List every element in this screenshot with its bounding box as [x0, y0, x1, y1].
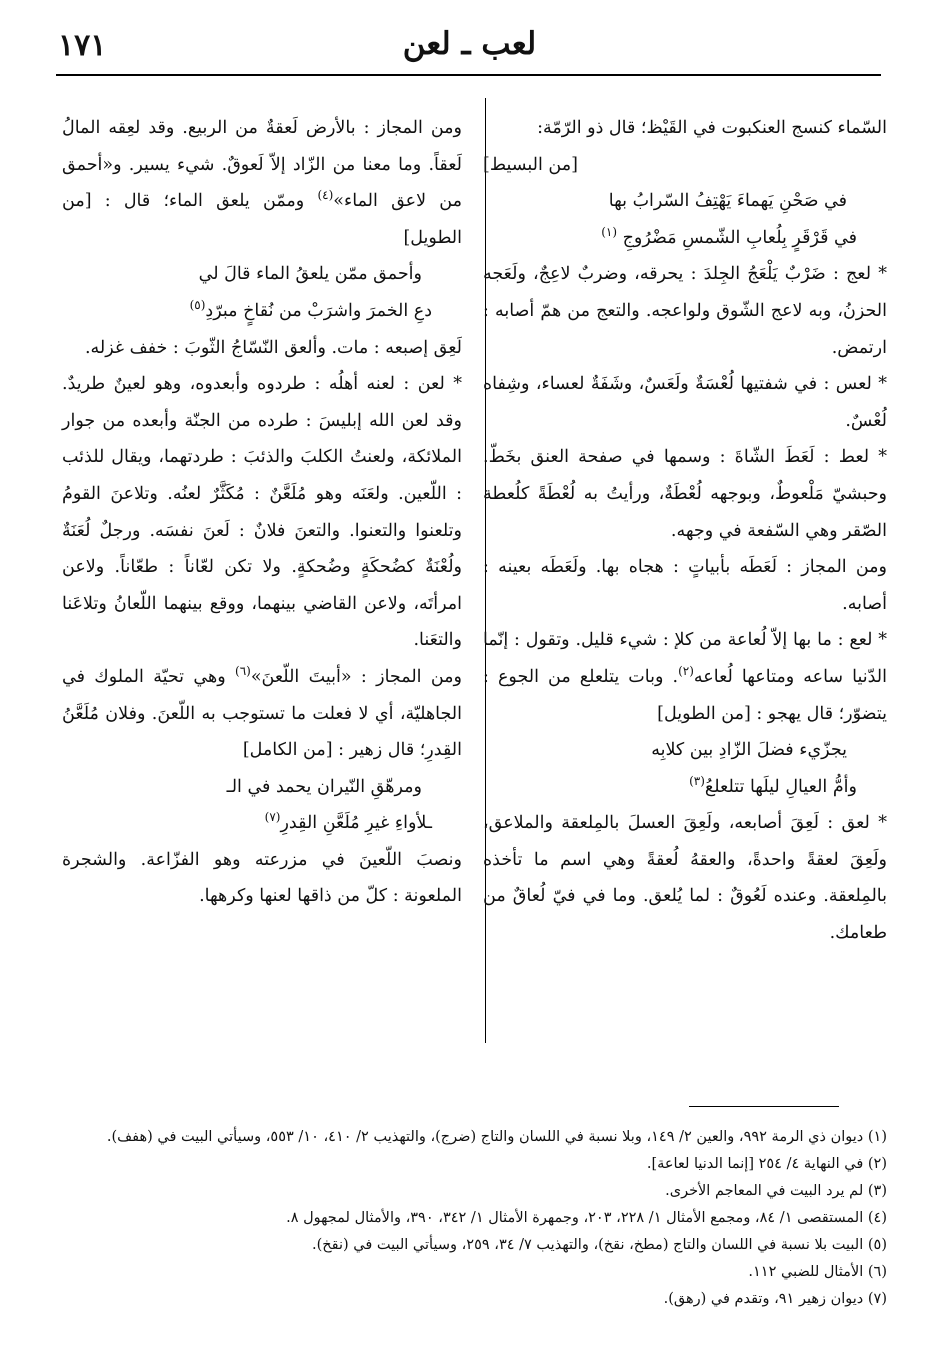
footnote [47, 1232, 887, 1259]
footnote-text: الأمثال للضبي ١١٢. [748, 1264, 864, 1280]
header-rule [56, 74, 881, 76]
footnote-marker: (٤) [317, 188, 334, 203]
footnote-marker: (٣) [689, 773, 705, 788]
verse-text: وأمُّ العيالِ ليلَها تتلعلعُ [704, 776, 857, 797]
paragraph-text: . وبات يتلعلع من الجوع : يتضوّر؛ قال يهجو : [من الطويل] [483, 666, 887, 724]
verse-line: في صَحْنِ يَهماءَ يَهْتِفُ السّرابُ بها [608, 191, 847, 212]
paragraph-text: * لعع : ما بها إلاّ لُعاعة من كلإ : شيء قليل. وتقول : إنّما الدّنيا ساعه ومتاعها لُعاعه [483, 630, 887, 687]
entry-paragraph: * لعن : لعنه أهلُه : طردوه وأبعدوه، وهو لعينٌ طريدٌ. وقد لعن الله إبليسَ : طرده من الجنّة وأبعده من جوار الملائكة، ولعنتُ الكلبَ والذئبَ : طردتهما، ويقال للذئب : اللّعين. ولعَنَه وهو مُلَعَّنٌ : مُكَثَّرٌ لعنُه. وتلاعنَ القومُ وتلعنوا والتعنوا. والتعنَ فلانٌ : لَعنَ نفسَه. ورجلٌ لُعَنَةٌ ولُعْنَةٌ كضُحكَةٍ وضُحكةٍ. ولا تكن لعّاناً : طعّاناً. ولاعن امرأتَه، ولاعن القاضي بينهما، ووقع بينهما اللّعانُ وتلاعَنا والتعَنا. [62, 374, 462, 651]
verse-line: يجزّيء فضلَ الزّادِ بين كلابِه [651, 740, 847, 761]
verse-text: ـلأواءِ غيرِ مُلَعَّنِ القِدرِ [280, 813, 432, 834]
verse-line: وأحمق ممّن يلعقُ الماء قالَ لي [198, 264, 422, 285]
right-column [483, 110, 887, 952]
footnote-rule [689, 1106, 839, 1107]
footnote-marker: (٢) [678, 664, 694, 679]
verse-text: دعِ الخمرَ واشرَبْ من نُقاخٍ مبرّدِ [205, 300, 432, 321]
footnote-number: (٧) [867, 1291, 887, 1307]
verse-text: في قَرْقَرٍ بِلُعابِ الشّمسِ مَضْرُوجِ [622, 227, 857, 248]
paragraph-text: ومن المجاز : «أبيتَ اللّعنَ» [250, 666, 462, 687]
verse-line [62, 805, 462, 842]
footnote-number: (٣) [867, 1183, 887, 1199]
running-head: لعب ـ لعن [402, 26, 537, 62]
footnote-text: لم يرد البيت في المعاجم الأخرى. [665, 1183, 864, 1199]
footnote-marker: (٧) [264, 810, 281, 825]
paragraph: السّماء كنسج العنكبوت في القَيْظ؛ قال ذو الرّمّة: [537, 118, 887, 138]
paragraph: ومن المجاز : لَعَطَه بأبياتٍ : هجاه بها. ولَعَطَه بعينه : أصابه. [483, 557, 887, 614]
footnote-number: (١) [867, 1129, 887, 1145]
footnote-number: (٥) [867, 1237, 887, 1253]
entry-paragraph: * لعق : لَعِقَ أصابعه، ولَعِقَ العسلَ بالمِلعقة والملاعق، ولَعِقَ لعقةً واحدةً، والعقهُ لُعقةً وهي اسم ما تأخذه بالمِلعقة. وعنده لَعُوقٌ : لما يُلعق. وما في فيّ لُعاقٌ من طعامك. [483, 813, 887, 944]
footnote-text: المستقصى ١/ ٨٤، ومجمع الأمثال ١/ ٢٢٨، ٢٠٣، وجمهرة الأمثال ١/ ٣٤٢، ٣٩٠، والأمثال لمجهول ٨. [286, 1210, 864, 1226]
verse-line [483, 769, 887, 806]
page-number: ١٧١ [58, 28, 107, 63]
footnote-number: (٦) [867, 1264, 887, 1280]
footnote [47, 1151, 887, 1178]
verse-line [483, 220, 887, 257]
entry-paragraph: * لعط : لَعَطَ الشّاةَ : وسمها في صفحة العنق بخَطّ. وحبشيّ مَلْعوطٌ، وبوجهه لُعْطَةٌ، ورأيتُ به لُعْطَةً كلُعطة الصّقر وهي السّفعة في وجهه. [483, 447, 887, 541]
paragraph-text: ومن المجاز : بالأرض لَعقةٌ من الربيع. وقد لعِقه المالُ لَعقاً. وما معنا من الزّاد إلاّ لَعوقٌ. شيء يسير. و«أحمق من لاعق الماء» [62, 118, 462, 212]
paragraph-text: وممّن يلعق الماء؛ قال : [من الطويل] [62, 191, 462, 248]
footnote [47, 1259, 887, 1286]
footnote-number: (٢) [867, 1156, 887, 1172]
left-column [62, 110, 462, 915]
verse-line [62, 293, 462, 330]
footnote-text: ديوان زهير ٩١، وتقدم في (رهق). [663, 1291, 864, 1307]
footnote [47, 1286, 887, 1313]
footnote [47, 1178, 887, 1205]
entry-paragraph [483, 622, 887, 732]
paragraph [62, 659, 462, 769]
verse-line: ومرهّقِ النّيران يحمد في الـ [226, 776, 422, 797]
footnotes [47, 1124, 887, 1313]
footnote [47, 1124, 887, 1151]
meter-label: [من البسيط] [483, 154, 578, 175]
footnote-text: ديوان ذي الرمة ٩٩٢، والعين ٢/ ١٤٩، وبلا نسبة في اللسان والتاج (ضرج)، والتهذيب ٢/ ٤١٠، ١٠/ ٥٥٣، وسيأتي البيت في (هفف). [106, 1129, 864, 1145]
footnote-text: البيت بلا نسبة في اللسان والتاج (مطخ، نقخ)، والتهذيب ٧/ ٣٤، ٢٥٩، وسيأتي البيت في (نقخ). [311, 1237, 864, 1253]
footnote-marker: (٥) [189, 298, 206, 313]
paragraph-text: وهي تحيّة الملوك في الجاهليّة، أي لا فعلت ما تستوجب به اللّعنَ. وفلان مُلَعَّنُ القِدرِ؛ قال زهير : [من الكامل] [62, 666, 462, 761]
paragraph [62, 110, 462, 256]
footnote-marker: (١) [601, 224, 618, 239]
footnote-marker: (٦) [235, 664, 251, 679]
entry-paragraph: * لعس : في شفتيها لُعْسَةٌ ولَعَسٌ، وشَفَةٌ لعساء، وشِفاه لُعْسٌ. [483, 374, 887, 431]
paragraph: ونصبَ اللّعينَ في مزرعته وهو الفزّاعة. والشجرة الملعونة : كلّ من ذاقها لعنها وكرهها. [62, 849, 462, 907]
footnote [47, 1205, 887, 1232]
entry-paragraph: * لعج : ضَرْبٌ يَلْعَجُ الجِلدَ : يحرقه، وضربٌ لاعِجٌ، ولَعَجه الحزنُ، وبه لاعج الشّوق ولواعجه. والتعج من همّ أصابه : ارتمض. [483, 264, 887, 358]
paragraph: لَعِق إصبعه : مات. وألعق النّسّاجُ الثّوبَ : خفف غزله. [84, 337, 462, 358]
footnote-number: (٤) [867, 1210, 887, 1226]
footnote-text: في النهاية ٤/ ٢٥٤ [إنما الدنيا لعاعة]. [646, 1156, 864, 1172]
